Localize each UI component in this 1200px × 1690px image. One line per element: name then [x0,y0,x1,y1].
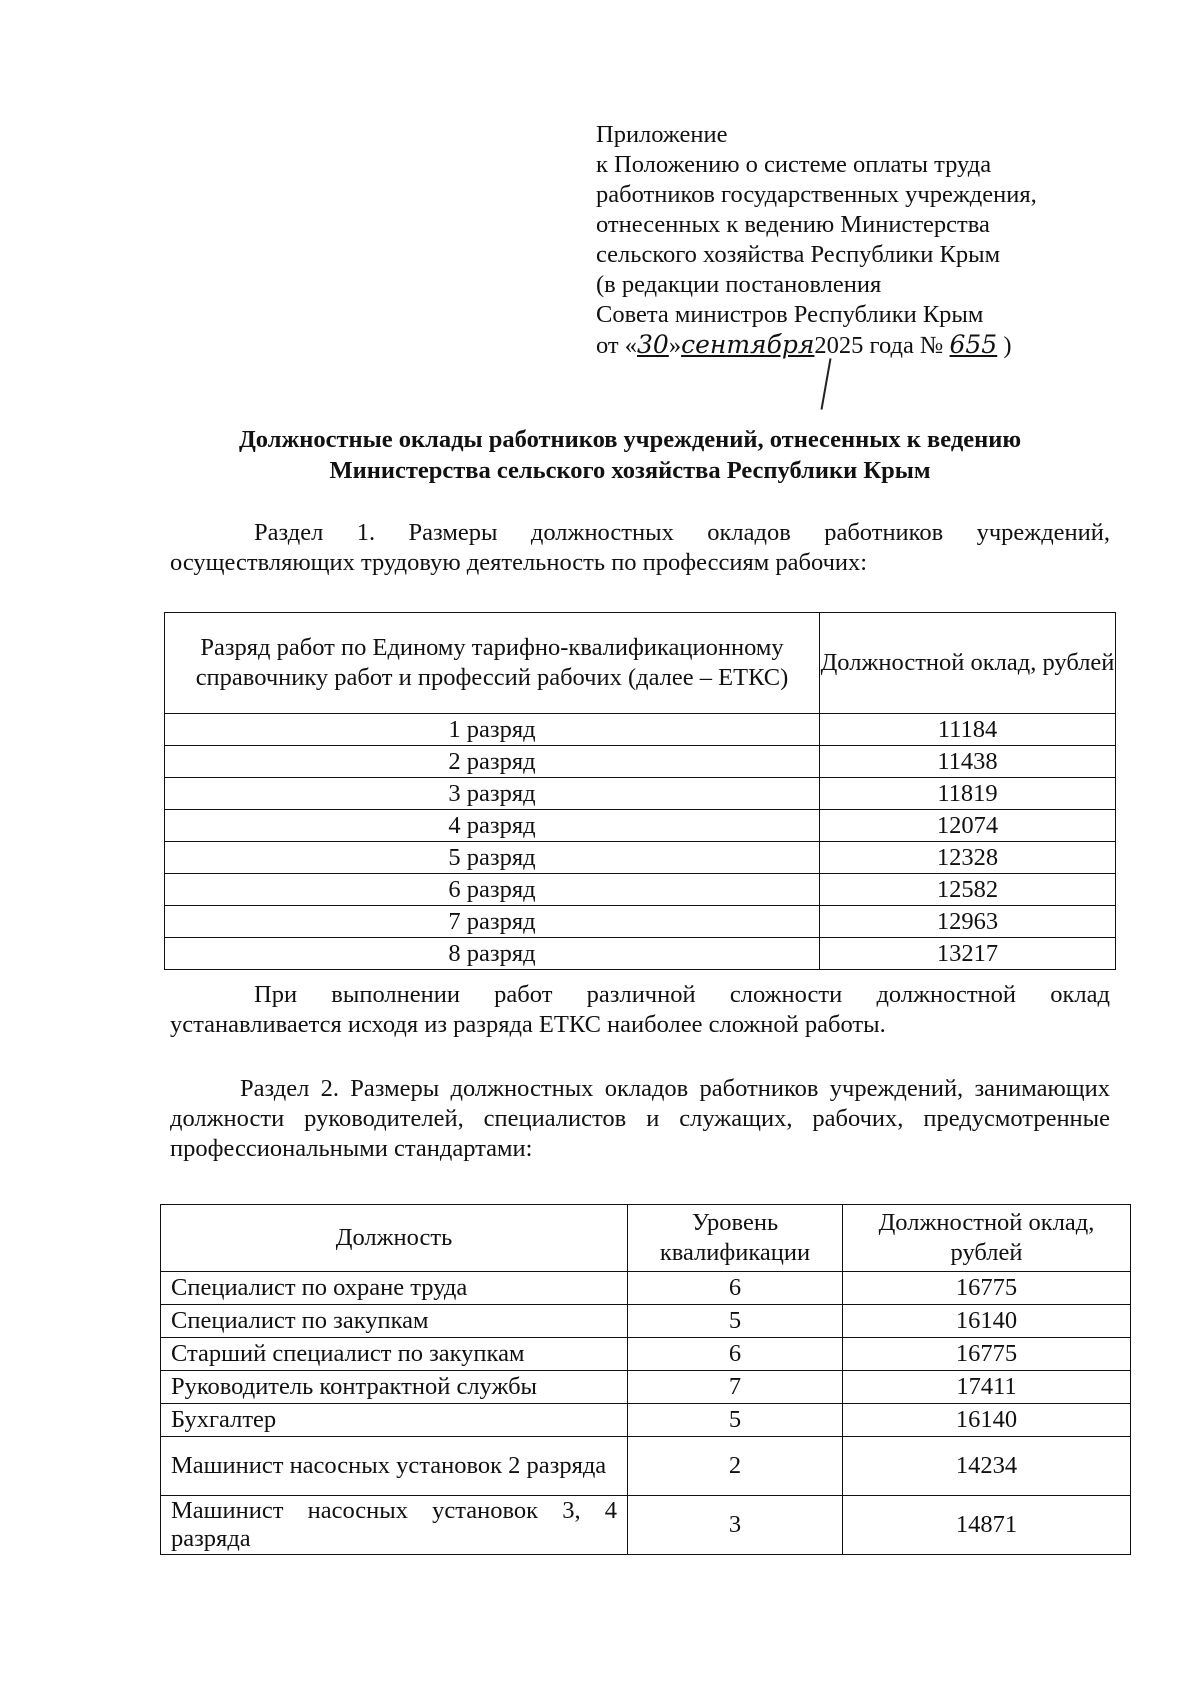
table-row [165,874,1116,906]
salary-cell: 14234 [843,1437,1131,1496]
grade-cell: 7 разряд [165,906,820,938]
appendix-line: к Положению о системе оплаты труда [596,151,992,178]
appendix-line: Совета министров Республики Крым [596,301,984,328]
date-day: 30 [637,330,669,359]
salary-cell: 12328 [820,842,1116,874]
position-cell: Машинист насосных установок 2 разряда [161,1437,628,1496]
salary-cell: 12582 [820,874,1116,906]
appendix-date-line [596,330,1156,361]
grade-cell: 5 разряд [165,842,820,874]
signature-stroke [821,358,832,410]
table-row [165,938,1116,970]
grade-cell: 4 разряд [165,810,820,842]
table-row [161,1437,1131,1496]
table-row [161,1496,1131,1555]
salary-cell: 11438 [820,746,1116,778]
level-cell: 2 [628,1437,843,1496]
salary-cell: 16140 [843,1305,1131,1338]
salary-cell: 11819 [820,778,1116,810]
date-month: сентября [681,330,815,359]
doc-number: 655 [949,330,998,359]
table-row [165,778,1116,810]
position-cell: Специалист по охране труда [161,1272,628,1305]
date-year: 2025 года № [814,332,944,359]
level-cell: 3 [628,1496,843,1555]
table-row [165,810,1116,842]
table-row [165,746,1116,778]
position-cell: Специалист по закупкам [161,1305,628,1338]
salary-cell: 16140 [843,1404,1131,1437]
position-cell: Старший специалист по закупкам [161,1338,628,1371]
table-row [161,1272,1131,1305]
position-cell: Руководитель контрактной службы [161,1371,628,1404]
table-row [161,1338,1131,1371]
date-close: ) [1003,332,1012,359]
appendix-line: сельского хозяйства Республики Крым [596,241,1001,268]
appendix-line: (в редакции постановления [596,271,882,298]
position-cell: Бухгалтер [161,1404,628,1437]
level-cell: 7 [628,1371,843,1404]
section1-intro: Раздел 1. Размеры должностных окладов работников учреждений, осуществляющих трудовую деятельность по профессиям рабочих: [170,519,1110,576]
grade-cell: 3 разряд [165,778,820,810]
grade-cell: 1 разряд [165,714,820,746]
section1-table [164,612,1116,970]
salary-cell: 12963 [820,906,1116,938]
salary-cell: 12074 [820,810,1116,842]
grade-cell: 6 разряд [165,874,820,906]
level-cell: 6 [628,1338,843,1371]
level-cell: 5 [628,1305,843,1338]
table-row [161,1371,1131,1404]
salary-cell: 13217 [820,938,1116,970]
level-cell: 6 [628,1272,843,1305]
date-mid: » [668,332,682,359]
title-line: Должностные оклады работников учреждений, отнесенных к ведению [238,426,1022,453]
table-row [165,906,1116,938]
column-header-level: Уровень квалификации [628,1205,843,1272]
appendix-line: отнесенных к ведению Министерства [596,211,990,238]
document-title [150,424,1110,486]
table-header-row [161,1205,1131,1272]
salary-cell: 11184 [820,714,1116,746]
position-cell: Машинист насосных установок 3, 4 разряда [161,1496,628,1555]
salary-cell: 16775 [843,1272,1131,1305]
column-header-position: Должность [161,1205,628,1272]
table-row [161,1404,1131,1437]
appendix-line: работников государственных учреждения, [596,181,1037,208]
section2-intro: Раздел 2. Размеры должностных окладов работников учреждений, занимающих должности руководителей, специалистов и служащих, рабочих, предусмотренные профессиональными стандартами: [170,1075,1110,1162]
table-row [165,714,1116,746]
salary-cell: 17411 [843,1371,1131,1404]
level-cell: 5 [628,1404,843,1437]
appendix-line: Приложение [596,121,728,148]
column-header-salary: Должностной оклад, рублей [843,1205,1131,1272]
column-header-grade: Разряд работ по Единому тарифно-квалификационному справочнику работ и профессий рабочих (далее – ЕТКС) [165,613,820,714]
title-line: Министерства сельского хозяйства Республики Крым [329,457,931,484]
salary-cell: 14871 [843,1496,1131,1555]
grade-cell: 8 разряд [165,938,820,970]
table-row [165,842,1116,874]
section1-note: При выполнении работ различной сложности должностной оклад устанавливается исходя из разряда ЕТКС наиболее сложной работы. [170,981,1110,1038]
section2-table [160,1204,1131,1555]
grade-cell: 2 разряд [165,746,820,778]
salary-cell: 16775 [843,1338,1131,1371]
table-row [161,1305,1131,1338]
date-prefix: от « [596,332,638,359]
table-header-row [165,613,1116,714]
column-header-salary: Должностной оклад, рублей [820,613,1116,714]
appendix-block [596,120,1156,361]
